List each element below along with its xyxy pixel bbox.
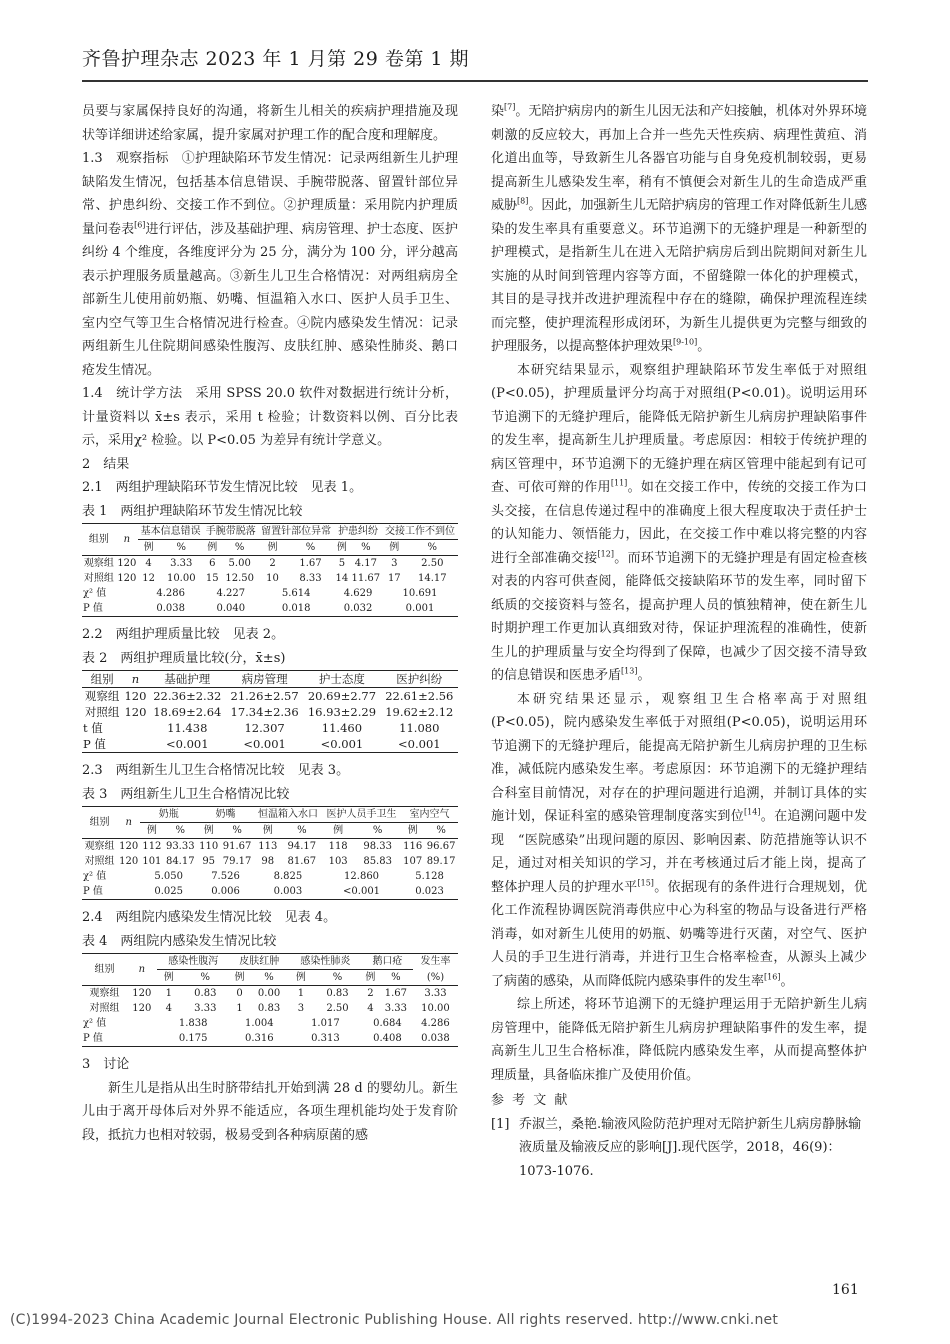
right-column: [491, 100, 867, 1183]
table-header: 交接工作不到位: [382, 524, 458, 540]
citation: [14]: [744, 807, 761, 817]
copyright-footer: (C)1994-2023 China Academic Journal Electronic Publishing House. All rights reserved. http://www.cnki.net: [10, 1312, 779, 1328]
table-row: 对照组 120 101 84.17 95 79.17 98 81.67 103 85.83 107 89.17: [84, 856, 456, 867]
paragraph: 本研究结果显示，观察组护理缺陷环节发生率低于对照组(P<0.05)，护理质量评分均高于对照组(P<0.01)。说明运用环节追溯下的无缝护理后，能降低无陪护新生儿病房护理缺陷事件的发生率，提高新生儿护理质量。考虑原因：相较于传统护理的病区管理中，环节追溯下的无缝护理在病区管理中能起到有记可查、可依可辩的作用[11]。如在交接工作中，传统的交接工作为口头交接，在信息传递过程中的准确度上很大程度取决于责任护士的认知能力、领悟能力，因此，在交接工作中难以将完整的内容进行全部准确交接[12]。而环节追溯下的无缝护理是有固定检查核对表的内容可供查阅，能降低交接缺陷环节的发生率，同时留下纸质的交接资料与签名，提高护理人员的慎独精神，使在新生儿时期护理工作更加认真细致对待，保证护理流程的准确性，使新生儿的护理质量与安全均得到了保障，也减少了因交接不清导致的信息错误和医患矛盾[13]。: [491, 362, 867, 683]
subsection-heading: 2.4 两组院内感染发生情况比较 见表 4。: [82, 910, 337, 925]
table-row: P 值 0.038 0.040 0.018 0.032 0.001: [82, 601, 458, 617]
references-title: 参 考 文 献: [491, 1093, 570, 1108]
subsection-heading: 2.1 两组护理缺陷环节发生情况比较 见表 1。: [82, 480, 363, 495]
table-caption: 表 1 两组护理缺陷环节发生情况比较: [82, 503, 303, 519]
paragraph: 综上所述，将环节追溯下的无缝护理运用于无陪护新生儿病房管理中，能降低无陪护新生儿病房护理缺陷事件的发生率，提高新生儿卫生合格标准，降低院内感染发生率，从而提高整体护理质量，具备临床推广及使用价值。: [491, 997, 867, 1083]
section-heading: 2 结果: [82, 456, 130, 472]
citation: [9-10]: [673, 337, 698, 347]
paragraph: 本研究结果还显示，观察组卫生合格率高于对照组(P<0.05)，院内感染发生率低于对照组(P<0.05)，说明运用环节追溯下的无缝护理后，能提高无陪护新生儿病房护理的卫生标准，减低院内感染发生率。考虑原因：环节追溯下的无缝护理结合科室目前情况，对存在的护理问题进行追溯，并制订具体的实施计划，保证科室的感染管理制度落实到位[14]。在追溯问题中发现 “医院感染”出现问题的原因、影响因素、防范措施等认识不足，通过对相关知识的学习，并在考核通过后才能上岗，提高了整体护理人员的护理水平[15]。依据现有的条件进行合理规划，优化工作流程协调医院消毒供应中心为科室的物品与设备进行严格消毒，如对新生儿使用的奶瓶、奶嘴等进行灭菌，对空气、医护人员的手卫生进行消毒，并进行卫生合格率检查，从源头上减少了病菌的感染，从而降低院内感染事件的发生率[16]。: [491, 691, 867, 989]
table-header: 留置针部位异常: [258, 524, 334, 540]
table-row: χ² 值 4.286 4.227 5.614 4.629 10.691: [83, 588, 438, 599]
paragraph: 染[7]。无陪护病房内的新生儿因无法和产妇接触，机体对外界环境刺激的反应较大，再加上合并一些先天性疾病、病理性黄疸、消化道出血等，导致新生儿各器官功能与自身免疫机制较弱，更易提高新生儿感染发生率，稍有不慎便会对新生儿的生命造成严重威胁[8]。因此，加强新生儿无陪护病房的管理工作对降低新生儿感染的发生率具有重要意义。环节追溯下的无缝护理是一种新型的护理模式，是指新生儿在进入无陪护病房后到出院期间对新生儿实施的从时间到管理内容等方面，不留缝隙一体化的护理模式，其目的是寻找并改进护理流程中存在的缝隙，确保护理流程连续而完整，使护理流程形成闭环，为新生儿提供更为完整与细致的护理服务，以提高整体护理效果[9-10]。: [491, 102, 867, 354]
page-number: 161: [832, 1282, 859, 1298]
citation: [13]: [621, 666, 638, 676]
subsection-heading: 2.2 两组护理质量比较 见表 2。: [82, 627, 285, 642]
table-row: 对照组 120 4 3.33 1 0.83 3 2.50 4 3.33 10.00: [89, 1003, 450, 1014]
table-header: 手腕带脱落: [203, 524, 258, 540]
paragraph: 员要与家属保持良好的沟通，将新生儿相关的疾病护理措施及现状等详细讲述给家属，提升家属对护理工作的配合度和理解度。: [82, 104, 458, 143]
table-row: 观察组 120 1 0.83 0 0.00 1 0.83 2 1.67 3.33: [82, 986, 458, 1002]
citation: [6]: [134, 220, 146, 230]
table-row: 观察组 120 22.36±2.32 21.26±2.57 20.69±2.77 22.61±2.56: [82, 688, 458, 705]
table-row: 观察组 120 4 3.33 6 5.00 2 1.67 5 4.17 3 2.50: [82, 556, 458, 572]
table-caption: 表 4 两组院内感染发生情况比较: [82, 933, 277, 949]
paragraph: 1.4 统计学方法 采用 SPSS 20.0 软件对数据进行统计分析，计量资料以 x̄±s 表示，采用 t 检验；计数资料以例、百分比表示，采用χ² 检验。以 P<0.05 为差异有统计学意义。: [82, 386, 458, 448]
table-row: t 值 11.438 12.307 11.460 11.080: [83, 721, 440, 735]
table-row: 对照组 120 12 10.00 15 12.50 10 8.33 14 11.67 17 14.17: [83, 573, 447, 584]
table-row: P 值 <0.001 <0.001 <0.001 <0.001: [82, 736, 458, 753]
paragraph: 新生儿是指从出生时脐带结扎开始到满 28 d 的婴幼儿。新生儿由于离开母体后对外界不能适应，各项生理机能均处于发育阶段，抵抗力也相对较弱，极易受到各种病原菌的感: [82, 1080, 458, 1143]
table-header: n: [116, 524, 138, 556]
table-header: 护患纠纷: [334, 524, 382, 540]
table-row: χ² 值 1.838 1.004 1.017 0.684 4.286: [83, 1018, 450, 1029]
data-table: 组别 n 感染性腹泻 皮肤红肿 感染性肺炎 鹅口疮 发生率 例 % 例 % 例 % 例 % (%) 观察组 120 1 0.83 0 0.00 1 0.83 2 1.67 3.33 对照组 120 4 3.33 1 0.83 3 2.50 4 3.33 10.00 χ² 值 1.838 1.004 1.017 0.684 4.286 P 值 0.175 0.316 0.313 0.408 0.038: [82, 953, 458, 1047]
data-table: 组别 n 基本信息错误 手腕带脱落 留置针部位异常 护患纠纷 交接工作不到位 例 % 例 % 例 % 例 % 例 % 观察组 120 4 3.33 6 5.00 2 1.67 5 4.17 3 2.50 对照组 120 12 10.00 15 12.50 10 8.33 14 11.67 17 14.17 χ² 值 4.286 4.227 5.614 4.629 10.691 P 值 0.038 0.040 0.018 0.032 0.001: [82, 523, 458, 617]
citation: [16]: [764, 972, 781, 982]
reference-item: [1] 乔淑兰，桑艳.输液风险防范护理对无陪护新生儿病房静脉输液质量及输液反应的影响[J].现代医学，2018，46(9)：1073-1076.: [491, 1116, 862, 1179]
citation: [8]: [517, 196, 529, 206]
data-table: 组别 n 基础护理 病房管理 护士态度 医护纠纷 观察组 120 22.36±2.32 21.26±2.57 20.69±2.77 22.61±2.56 对照组 120 18.69±2.64 17.34±2.36 16.93±2.29 19.62±2.12 t 值 11.438 12.307 11.460 11.080 P 值 <0.001 <0.001 <0.001 <0.001: [82, 670, 458, 753]
table-row: P 值 0.175 0.316 0.313 0.408 0.038: [82, 1031, 458, 1047]
table-header: 组别: [82, 524, 116, 556]
left-column: [82, 100, 458, 1147]
table-row: 观察组 120 112 93.33 110 91.67 113 94.17 118 98.33 116 96.67: [82, 839, 458, 855]
table-row: 对照组 120 18.69±2.64 17.34±2.36 16.93±2.29 19.62±2.12: [84, 705, 454, 719]
header-rule: [82, 80, 868, 82]
citation: [7]: [504, 102, 516, 112]
subsection-heading: 2.3 两组新生儿卫生合格情况比较 见表 3。: [82, 763, 350, 778]
citation: [11]: [610, 478, 628, 488]
table-row: χ² 值 5.050 7.526 8.825 12.860 5.128: [83, 871, 444, 882]
citation: [15]: [637, 878, 654, 888]
data-table: 组别 n 奶瓶 奶嘴 恒温箱入水口 医护人员手卫生 室内空气 例 % 例 % 例 % 例 % 例 % 观察组 120 112 93.33 110 91.67 113 94.17 118 98.33 116 96.67 对照组 120 101 84.17 95 79.17 98 81.67 103 85.83 107 89.17 χ² 值 5.050 7.526 8.825 12.860 5.128 P 值 0.025 0.006 0.003 <0.001 0.023: [82, 806, 458, 900]
table-caption: 表 2 两组护理质量比较(分，x̄±s): [82, 650, 286, 666]
journal-header: 齐鲁护理杂志 2023 年 1 月第 29 卷第 1 期: [82, 48, 470, 70]
table-caption: 表 3 两组新生儿卫生合格情况比较: [82, 786, 290, 802]
paragraph: 1.3 观察指标 ①护理缺陷环节发生情况：记录两组新生儿护理缺陷发生情况，包括基本信息错误、手腕带脱落、留置针部位异常、护患纠纷、交接工作不到位。②护理质量：采用院内护理质量问卷表[6]进行评估，涉及基础护理、病房管理、护士态度、医护纠纷 4 个维度，各维度评分为 25 分，满分为 100 分，评分越高表示护理服务质量越高。③新生儿卫生合格情况：对两组病房全部新生儿使用前奶瓶、奶嘴、恒温箱入水口、医护人员手卫生、室内空气等卫生合格情况进行检查。④院内感染发生情况：记录两组新生儿住院期间感染性腹泻、皮肤红肿、感染性肺炎、鹅口疮发生情况。: [82, 151, 458, 378]
table-header: 基本信息错误: [138, 524, 203, 540]
table-row: P 值 0.025 0.006 0.003 <0.001 0.023: [82, 884, 458, 900]
citation: [12]: [597, 549, 614, 559]
section-heading: 3 讨论: [82, 1057, 130, 1072]
